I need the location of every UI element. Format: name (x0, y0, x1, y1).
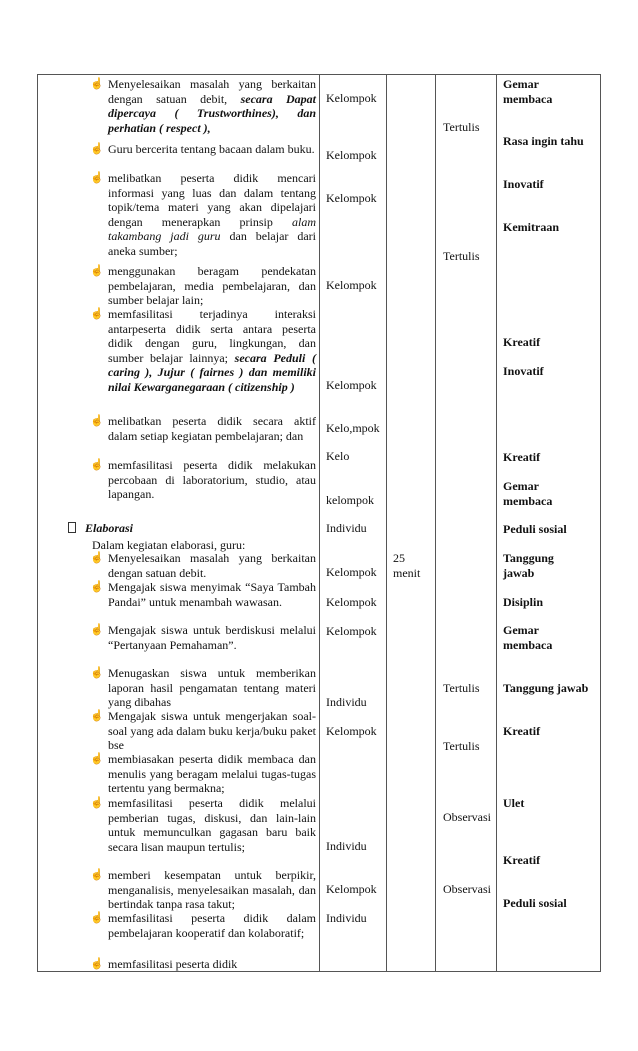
pengorganisasian-15: Kelompok (326, 882, 377, 896)
table-border-left (37, 74, 38, 972)
karakter-2: Inovatif (503, 177, 544, 191)
text-segment: melibatkan peserta didik mencari informasi yang luas dan dalam tentang topik/tema materi yang akan dipelajari dengan menerapkan prinsip (108, 171, 316, 229)
hand-pointing-icon: ☝ (90, 78, 104, 90)
text-segment: Mengajak siswa untuk berdiskusi melalui “Pertanyaan Pemahaman”. (108, 623, 316, 652)
waktu-value: 25 (393, 551, 405, 565)
hand-pointing-icon: ☝ (90, 172, 104, 184)
pengorganisasian-7: kelompok (326, 493, 374, 507)
text-segment: memfasilitasi peserta didik melakukan percobaan di laboratorium, studio, atau lapangan. (108, 458, 316, 502)
hand-pointing-icon: ☝ (90, 797, 104, 809)
box-icon (68, 522, 76, 533)
penilaian-3: Tertulis (443, 739, 480, 753)
text-segment: Guru bercerita tentang bacaan dalam buku. (108, 142, 315, 156)
text-segment: Mengajak siswa untuk mengerjakan soal-soal yang ada dalam buku kerja/buku paket bse (108, 709, 316, 753)
karakter-13: Kreatif (503, 724, 541, 738)
hand-pointing-icon: ☝ (90, 308, 104, 320)
pengorganisasian-11: Kelompok (326, 624, 377, 638)
text-segment: memfasilitasi terjadinya interaksi antarpeserta didik serta antara peserta didik dengan guru, lingkungan, dan sumber belajar lainnya; (108, 307, 316, 365)
list-item-text (108, 77, 316, 135)
pengorganisasian-2: Kelompok (326, 191, 377, 205)
karakter-4: Kreatif (503, 335, 541, 349)
hand-pointing-icon: ☝ (90, 753, 104, 765)
hand-pointing-icon: ☝ (90, 667, 104, 679)
list-item-text (108, 709, 316, 753)
list-item-text (108, 414, 316, 443)
karakter-5: Inovatif (503, 364, 544, 378)
column-divider-3 (435, 74, 436, 972)
list-item-text (108, 264, 316, 308)
list-item-text (108, 623, 316, 652)
text-segment: dan belajar dari aneka sumber; (108, 229, 316, 258)
karakter-10: Disiplin (503, 595, 544, 609)
list-item-text (108, 796, 316, 854)
column-divider-4 (496, 74, 497, 972)
pengorganisasian-9: Kelompok (326, 565, 377, 579)
list-item-text (108, 911, 316, 940)
text-segment: menggunakan beragam pendekatan pembelajaran, media pembelajaran, dan sumber belajar lain; (108, 264, 316, 308)
pengorganisasian-0: Kelompok (326, 91, 377, 105)
penilaian-0: Tertulis (443, 120, 480, 134)
karakter-1: Rasa ingin tahu (503, 134, 584, 148)
hand-pointing-icon: ☝ (90, 624, 104, 636)
penilaian-5: Observasi (443, 882, 491, 896)
hand-pointing-icon: ☝ (90, 869, 104, 881)
hand-pointing-icon: ☝ (90, 459, 104, 471)
list-item-text (108, 458, 316, 502)
karakter-16: Peduli sosial (503, 896, 567, 910)
pengorganisasian-14: Individu (326, 839, 367, 853)
pengorganisasian-3: Kelompok (326, 278, 377, 292)
hand-pointing-icon: ☝ (90, 581, 104, 593)
karakter-8: Peduli sosial (503, 522, 567, 536)
list-item-text (108, 957, 316, 972)
column-divider-1 (319, 74, 320, 972)
text-segment: melibatkan peserta didik secara aktif dalam setiap kegiatan pembelajaran; dan (108, 414, 316, 443)
pengorganisasian-5: Kelo,mpok (326, 421, 380, 435)
karakter-3: Kemitraan (503, 220, 559, 234)
pengorganisasian-1: Kelompok (326, 148, 377, 162)
waktu-unit: menit (393, 566, 421, 580)
pengorganisasian-10: Kelompok (326, 595, 377, 609)
hand-pointing-icon: ☝ (90, 143, 104, 155)
list-item-text (108, 752, 316, 796)
penilaian-1: Tertulis (443, 249, 480, 263)
list-item-text (108, 551, 316, 580)
list-item-text (108, 666, 316, 710)
hand-pointing-icon: ☝ (90, 265, 104, 277)
pengorganisasian-8: Individu (326, 521, 367, 535)
elaborasi-intro: Dalam kegiatan elaborasi, guru: (92, 538, 246, 552)
hand-pointing-icon: ☝ (90, 958, 104, 970)
text-segment: memberi kesempatan untuk berpikir, menganalisis, menyelesaikan masalah, dan bertindak tanpa rasa takut; (108, 868, 316, 912)
text-segment: secara Peduli ( caring ), Jujur ( fairnes ) dan memiliki nilai Kewarganegaraan ( citizenship ) (108, 350, 316, 394)
text-segment: memfasilitasi peserta didik (108, 957, 238, 971)
pengorganisasian-12: Individu (326, 695, 367, 709)
text-segment: memfasilitasi peserta didik dalam pembelajaran kooperatif dan kolaboratif; (108, 911, 316, 940)
karakter-6: Kreatif (503, 450, 541, 464)
karakter-15: Kreatif (503, 853, 541, 867)
text-segment: membiasakan peserta didik membaca dan menulis yang beragam melalui tugas-tugas tertentu yang bermakna; (108, 752, 316, 796)
pengorganisasian-6: Kelo (326, 449, 350, 463)
hand-pointing-icon: ☝ (90, 912, 104, 924)
text-segment: alam takambang jadi guru (108, 214, 316, 244)
text-segment: memfasilitasi peserta didik melalui pemberian tugas, diskusi, dan lain-lain untuk memunculkan gagasan baru baik secara lisan maupun tertulis; (108, 796, 316, 854)
pengorganisasian-13: Kelompok (326, 724, 377, 738)
list-item-text (108, 171, 316, 259)
text-segment: Mengajak siswa menyimak “Saya Tambah Pandai” untuk menambah wawasan. (108, 580, 316, 609)
pengorganisasian-16: Individu (326, 911, 367, 925)
list-item-text (108, 580, 316, 609)
text-segment: Menyelesaikan masalah yang berkaitan dengan satuan debit, (108, 77, 316, 106)
hand-pointing-icon: ☝ (90, 552, 104, 564)
text-segment: Menyelesaikan masalah yang berkaitan dengan satuan debit. (108, 551, 316, 580)
penilaian-2: Tertulis (443, 681, 480, 695)
list-item-text (108, 142, 316, 157)
karakter-14: Ulet (503, 796, 525, 810)
text-segment: Menugaskan siswa untuk memberikan laporan hasil pengamatan tentang materi yang dibahas (108, 666, 316, 710)
penilaian-4: Observasi (443, 810, 491, 824)
karakter-12: Tanggung jawab (503, 681, 589, 695)
karakter-7: Gemar membaca (503, 479, 553, 508)
pengorganisasian-4: Kelompok (326, 378, 377, 392)
list-item-text (108, 868, 316, 912)
list-item-text (108, 307, 316, 395)
karakter-9: Tanggung jawab (503, 551, 554, 580)
hand-pointing-icon: ☝ (90, 710, 104, 722)
text-segment: secara Dapat dipercaya ( Trustworthines), dan perhatian ( respect ), (108, 91, 316, 135)
hand-pointing-icon: ☝ (90, 415, 104, 427)
elaborasi-heading-row (68, 521, 133, 536)
karakter-11: Gemar membaca (503, 623, 553, 652)
column-divider-2 (386, 74, 387, 972)
elaborasi-heading: Elaborasi (85, 521, 134, 535)
karakter-0: Gemar membaca (503, 77, 553, 106)
